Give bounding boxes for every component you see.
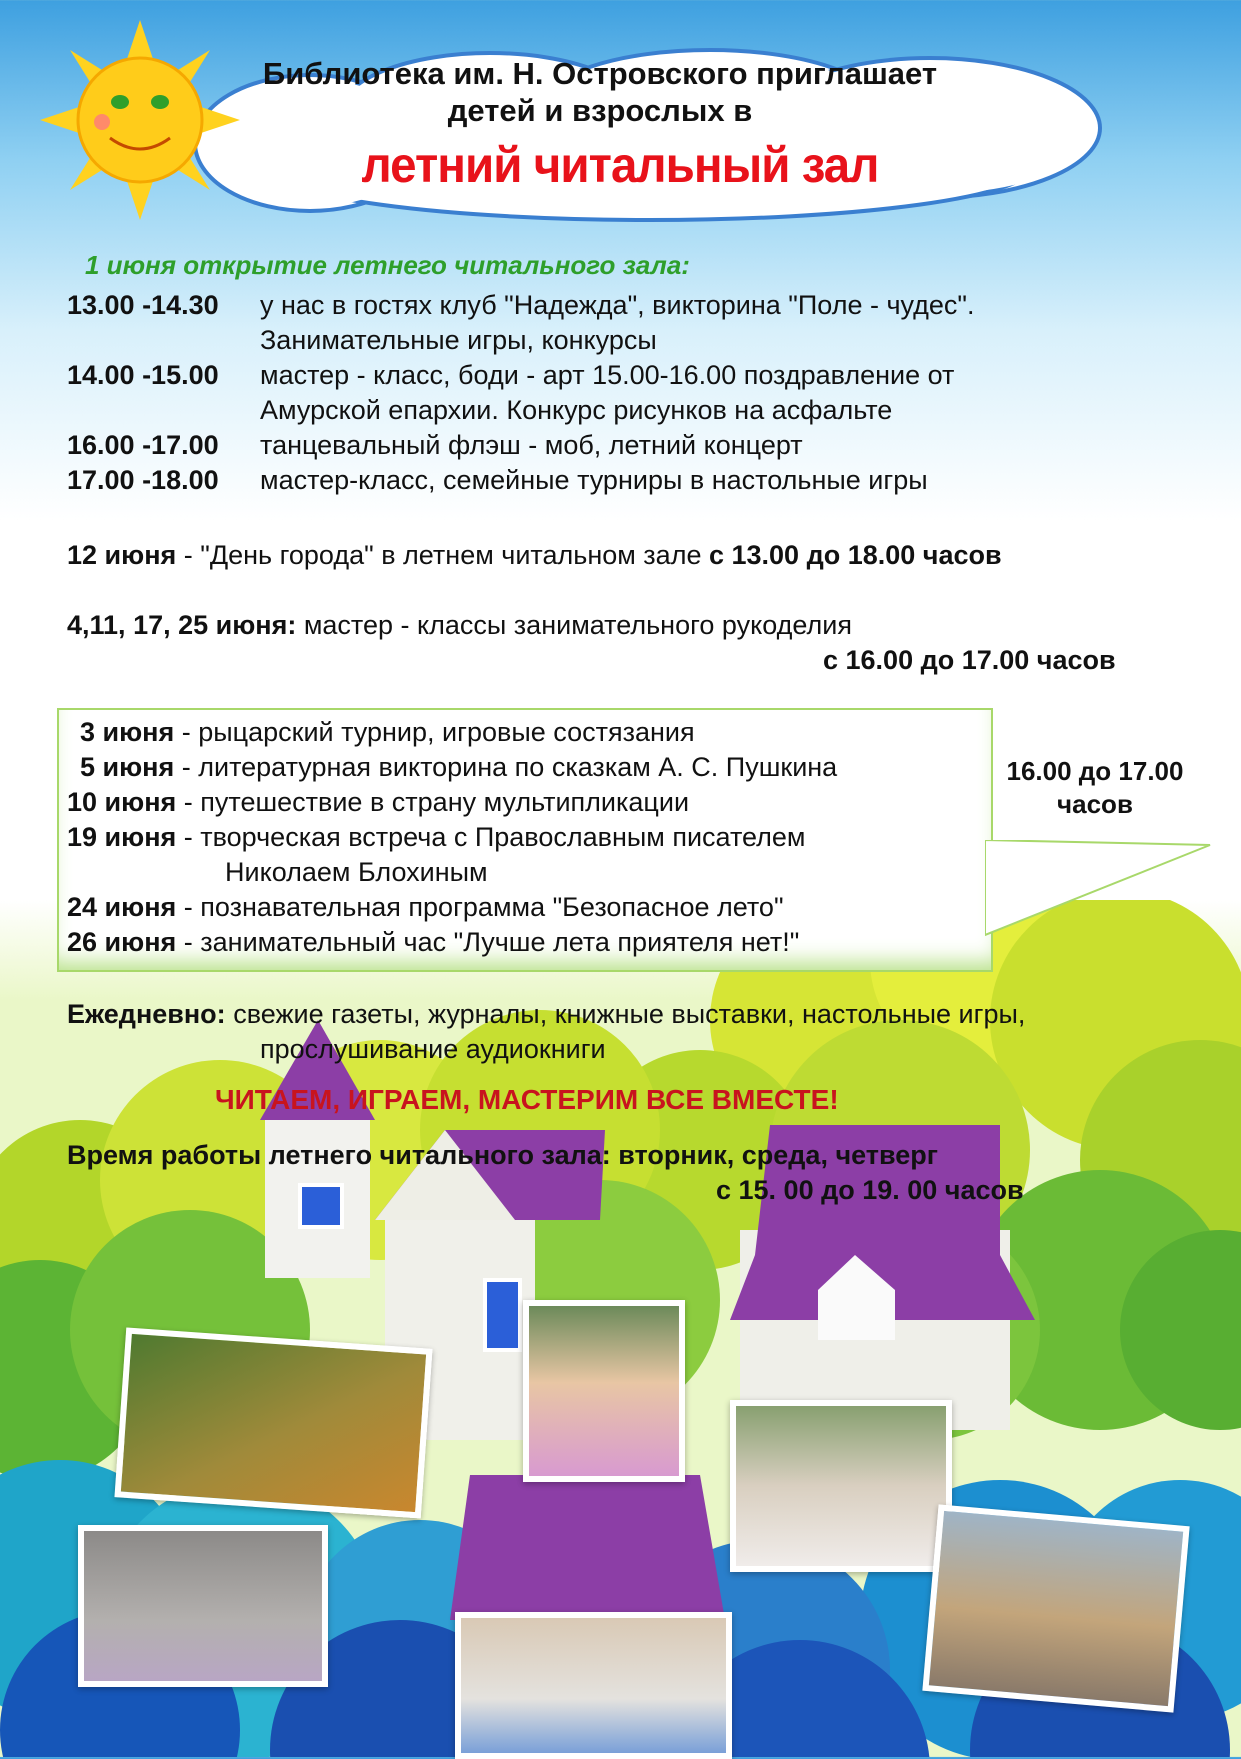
callout-pointer	[985, 840, 1215, 950]
schedule-row	[67, 358, 1167, 392]
daily-text-2: прослушивание аудиокниги	[260, 1034, 606, 1064]
events-time-line-2: часов	[1057, 789, 1133, 819]
daily-text-1: свежие газеты, журналы, книжные выставки, настольные игры,	[233, 999, 1026, 1029]
header-line-2: детей и взрослых в	[447, 93, 753, 128]
schedule-desc: танцевальный флэш - моб, летний концерт	[260, 430, 803, 460]
event-text: Николаем Блохиным	[225, 857, 488, 887]
event-text: - путешествие в страну мультипликации	[176, 787, 690, 817]
event-date: 19 июня	[67, 822, 177, 852]
city-day-date: 12 июня	[67, 540, 177, 570]
event-date: 5 июня	[80, 752, 175, 782]
event-date: 26 июня	[67, 927, 177, 957]
event-text: - творческая встреча с Православным писателем	[176, 822, 806, 852]
daily-line	[67, 997, 1025, 1031]
event-row	[80, 750, 837, 784]
schedule-desc: мастер - класс, боди - арт 15.00-16.00 поздравление от	[260, 360, 955, 390]
event-text: - занимательный час "Лучше лета приятеля нет!"	[176, 927, 800, 957]
event-text: - литературная викторина по сказкам А. С. Пушкина	[174, 752, 838, 782]
schedule-desc: у нас в гостях клуб "Надежда", викторина "Поле - чудес".	[260, 290, 975, 320]
photo-chalk-drawing	[78, 1525, 328, 1687]
crafts-time: с 16.00 до 17.00 часов	[823, 645, 1116, 675]
crafts-dates: 4,11, 17, 25 июня:	[67, 610, 297, 640]
event-row	[67, 890, 784, 924]
event-row	[67, 820, 806, 854]
event-row	[67, 925, 799, 959]
photo-girl-face-paint	[523, 1300, 685, 1482]
schedule-desc: Амурской епархии. Конкурс рисунков на асфальте	[260, 395, 893, 425]
event-date: 10 июня	[67, 787, 177, 817]
event-text: - рыцарский турнир, игровые состязания	[174, 717, 695, 747]
photo-children-crafts	[730, 1400, 952, 1572]
opening-schedule	[67, 288, 1167, 498]
schedule-row	[67, 393, 1167, 427]
crafts-text: мастер - классы занимательного рукоделия	[296, 610, 852, 640]
schedule-time: 13.00 -14.30	[67, 290, 219, 320]
working-hours-line-1: Время работы летнего читального зала: вторник, среда, четверг	[67, 1140, 939, 1170]
schedule-desc: мастер-класс, семейные турниры в настольные игры	[260, 465, 928, 495]
city-day-line	[67, 538, 1002, 572]
schedule-time: 17.00 -18.00	[67, 465, 219, 495]
events-time	[990, 755, 1200, 821]
event-date: 3 июня	[80, 717, 175, 747]
photo-street-event	[922, 1504, 1189, 1712]
city-day-time: с 13.00 до 18.00 часов	[708, 540, 1002, 570]
schedule-row	[67, 323, 1167, 357]
city-day-text: - "День города" в летнем читальном зале	[176, 540, 709, 570]
photo-boy-on-pillows	[114, 1327, 432, 1518]
event-date: 24 июня	[67, 892, 177, 922]
schedule-row	[67, 428, 1167, 462]
schedule-desc: Занимательные игры, конкурсы	[260, 325, 657, 355]
working-hours-line-2: с 15. 00 до 19. 00 часов	[716, 1175, 1024, 1205]
event-row	[225, 855, 488, 889]
page-title: летний читальный зал	[361, 137, 879, 193]
event-row	[80, 715, 695, 749]
schedule-time: 16.00 -17.00	[67, 430, 219, 460]
opening-heading: 1 июня открытие летнего читального зала:	[85, 250, 690, 280]
daily-label: Ежедневно:	[67, 999, 226, 1029]
events-time-line-1: 16.00 до 17.00	[1006, 756, 1184, 786]
header-line-1: Библиотека им. Н. Островского приглашает	[262, 56, 938, 91]
event-row	[67, 785, 689, 819]
photo-clay-figures	[455, 1612, 732, 1759]
event-text: - познавательная программа "Безопасное лето"	[176, 892, 784, 922]
slogan: ЧИТАЕМ, ИГРАЕМ, МАСТЕРИМ ВСЕ ВМЕСТЕ!	[215, 1084, 839, 1115]
schedule-time: 14.00 -15.00	[67, 360, 219, 390]
schedule-row	[67, 288, 1167, 322]
crafts-line	[67, 608, 852, 642]
schedule-row	[67, 463, 1167, 497]
